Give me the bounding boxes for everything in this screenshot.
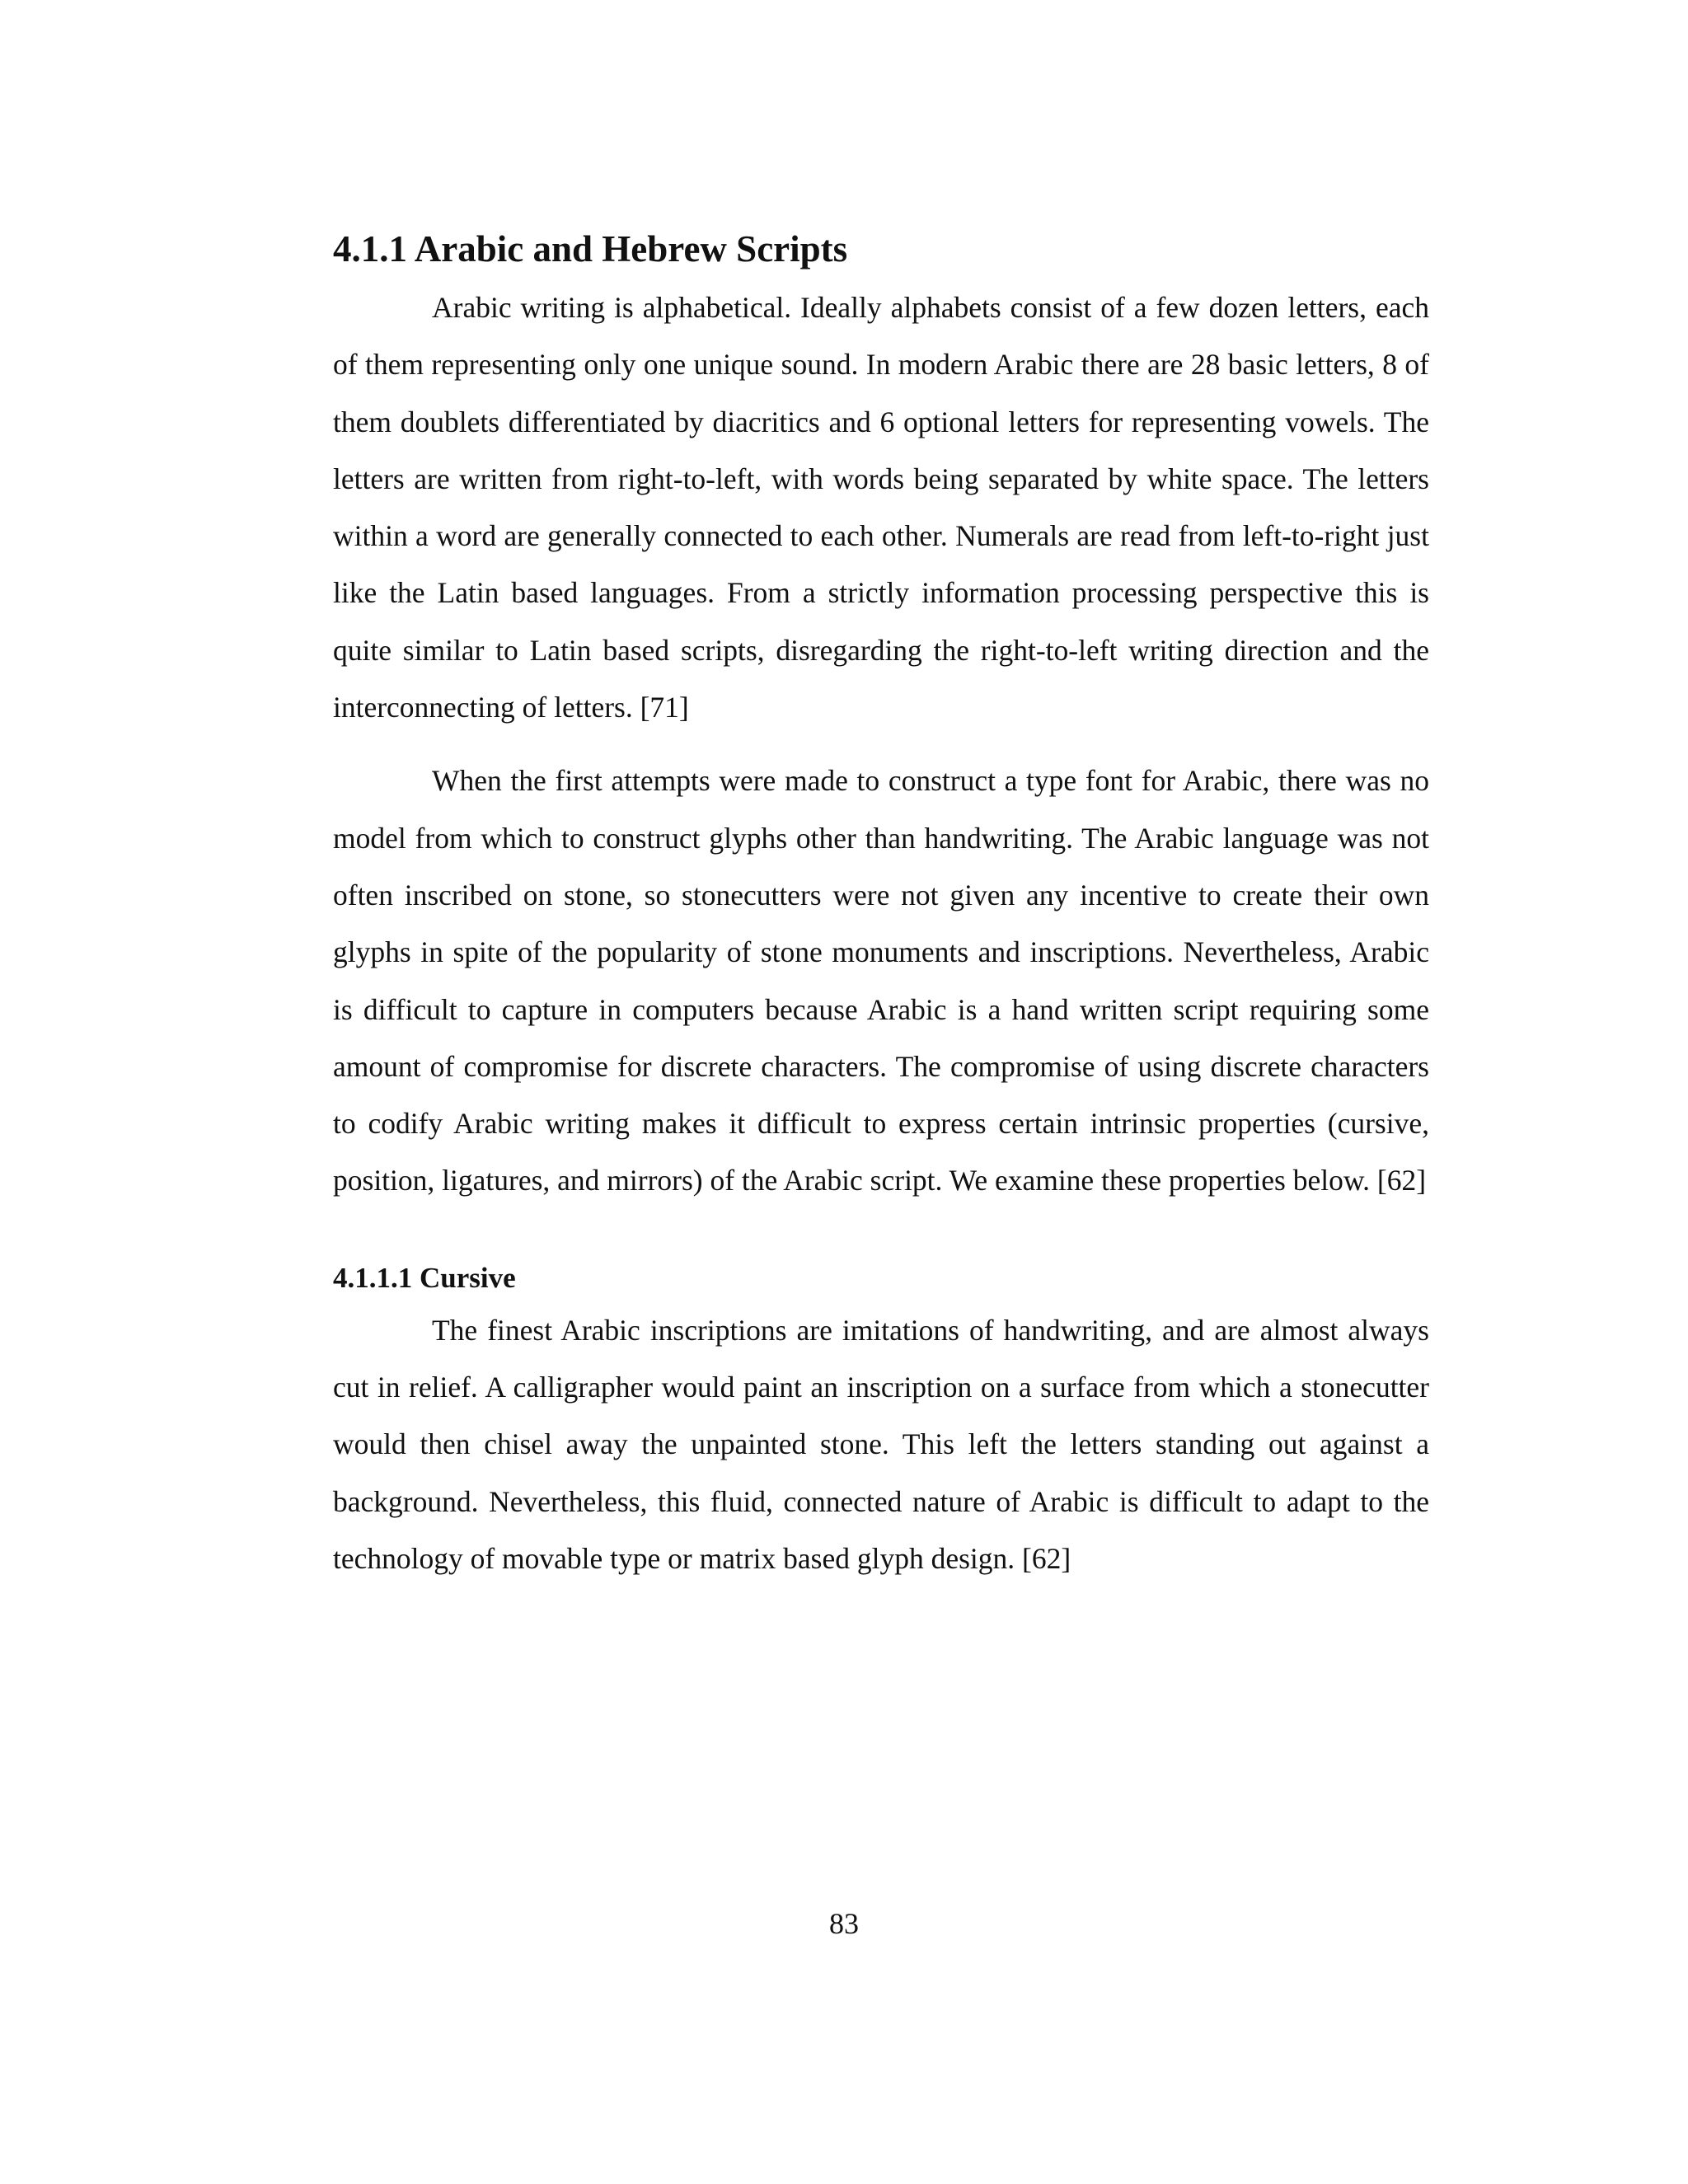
body-paragraph: The finest Arabic inscriptions are imitations of handwriting, and are almost always cut in relief. A calligrapher would paint an inscription on a surface from which a stonecutter would then chisel away the unpainted stone. This left the letters standing out against a background. Nevertheless, this fluid, connected nature of Arabic is difficult to adapt to the technology of movable type or matrix based glyph design. [62] [333,1313,1429,1575]
body-paragraph: When the first attempts were made to construct a type font for Arabic, there was no model from which to construct glyphs other than handwriting. The Arabic language was not often inscribed on stone, so stonecutters were not given any incentive to create their own glyphs in spite of the popularity of stone monuments and inscriptions. Nevertheless, Arabic is difficult to capture in computers because Arabic is a hand written script requiring some amount of compromise for discrete characters. The compromise of using discrete characters to codify Arabic writing makes it difficult to express certain intrinsic properties (cursive, position, ligatures, and mirrors) of the Arabic script. We examine these properties below. [62] [333,764,1429,1197]
body-paragraph: Arabic writing is alphabetical. Ideally alphabets consist of a few dozen letters, each of them representing only one unique sound. In modern Arabic there are 28 basic letters, 8 of them doublets differentiated by diacritics and 6 optional letters for representing vowels. The letters are written from right-to-left, with words being separated by white space. The letters within a word are generally connected to each other. Numerals are read from left-to-right just like the Latin based languages. From a strictly information processing perspective this is quite similar to Latin based scripts, disregarding the right-to-left writing direction and the interconnecting of letters. [71] [333,291,1429,724]
page-number: 83 [829,1907,859,1940]
subsection-heading: 4.1.1.1 Cursive [333,1261,516,1294]
page-body [333,227,1429,1587]
section-heading: 4.1.1 Arabic and Hebrew Scripts [333,228,848,269]
